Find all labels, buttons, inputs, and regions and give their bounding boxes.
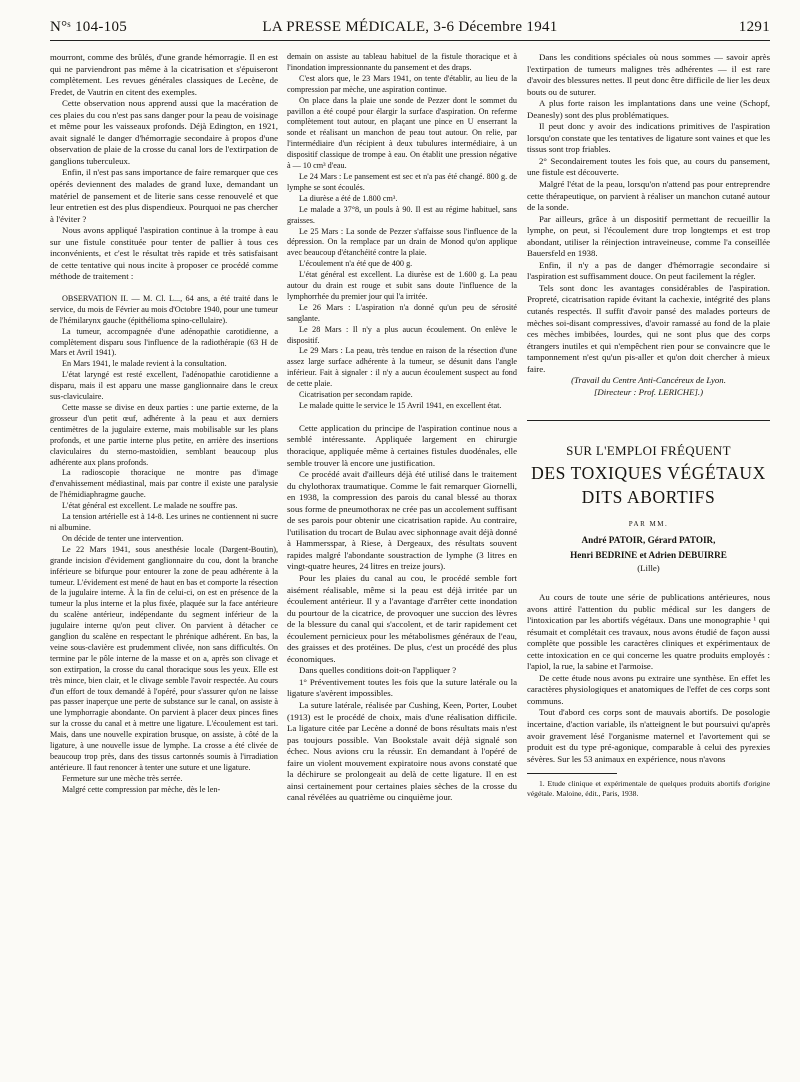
observation-paragraph: demain on assiste au tableau habituel de la fistule thoracique et à l'inondation impressionnante du pansement et des draps. <box>287 52 517 72</box>
article-paragraph: De cette étude nous avons pu extraire une synthèse. En effet les caractères physiologiques et anatomiques de l'effet de ces corps sont communs. <box>527 672 770 706</box>
page-number: 1291 <box>738 19 770 35</box>
column-middle <box>287 52 517 1074</box>
subheading: Dans quelles conditions doit-on l'appliquer ? <box>299 665 457 676</box>
observation-paragraph: Cicatrisation per secondam rapide. <box>299 390 413 400</box>
article-title-line-1: SUR L'EMPLOI FRÉQUENT <box>566 443 731 459</box>
observation-paragraph: Le 22 Mars 1941, sous anesthésie locale (Dargent-Boutin), grande incision d'évidement ganglionnaire du cou, dont la branche inférieure se bifurque pour entourer la zone de peau adhérente à la tumeur. L'évidement est mené de haut en bas et comporte la résection de la jugulaire interne. À la fin de celui-ci, on est en présence de la tumeur la plus interne et la plus fixée, plaquée sur la face antérieure du scalène antérieur, indépendante du segment inférieur de la jugulaire interne qu'on peut cliver. On parvient à détacher ce ganglion du scalène en respectant le phrénique adhérent. En bas, la veine sous-clavière est prudemment clivée, non sans difficultés. On termine par le pôle interne de la masse et on a, après son clivage et son extirpation, la crosse du canal thoracique sous les yeux. Elle est très mince, bien clair, et le clivage semble l'avoir respectée. Au cours d'un effort de toux demandé à l'opéré, pour s'assurer qu'on ne laisse pas passer inaperçue une perte de substance sur le canal, on assiste à une lymphorragie abondante. On parvient à placer deux pinces fines sur la crosse du canal et à mettre une ligature. L'écoulement est tari. Mais, dans une nouvelle expiration brusque, on assiste, à côté de la ligature, à une nouvelle issue de lymphe. La crosse a été clivée de beaucoup trop près, dans des tissus cartonnés soumis à l'irradiation antérieure. Il faut renoncer à tenter une suture et une ligature. <box>50 544 278 772</box>
observation-paragraph: Le 25 Mars : La sonde de Pezzer s'affaisse sous l'influence de la dépression. On la remplace par un drain de Monod qu'on applique avec beaucoup d'étanchéité contre la plaie. <box>287 226 517 258</box>
footnote-rule <box>527 773 617 774</box>
observation-paragraph: L'écoulement n'a été que de 400 g. <box>299 259 413 269</box>
paragraph: Nous avons appliqué l'aspiration continue à la trompe à eau sur une fistule constituée pour tenter de pallier à tous ces inconvénients, et c'est le résultat très rapide et très satisfaisant de cette tentative qui nous incite à proposer ce procédé comme méthode de traitement : <box>50 225 278 282</box>
observation-paragraph: La tension artérielle est à 14-8. Les urines ne contiennent ni sucre ni albumine. <box>50 512 278 532</box>
paragraph: A plus forte raison les implantations dans une veine (Schopf, Deanesly) sont des plus problématiques. <box>527 98 770 120</box>
article-title-line-3: DITS ABORTIFS <box>581 487 716 508</box>
observation-paragraph: Le 24 Mars : Le pansement est sec et n'a pas été changé. 800 g. de lymphe se sont écoulés. <box>287 171 517 192</box>
article-authors-line-1: André PATOIR, Gérard PATOIR, <box>581 534 716 545</box>
observation-paragraph: Le 28 Mars : Il n'y a plus aucun écoulement. On enlève le dispositif. <box>287 324 517 345</box>
observation-paragraph: On décide de tenter une intervention. <box>62 533 184 543</box>
article-location: (Lille) <box>637 562 660 573</box>
paragraph: 2° Secondairement toutes les fois que, au cours du pansement, une fistule est découverte. <box>527 155 770 178</box>
observation-paragraph: Fermeture sur une mèche très serrée. <box>62 773 183 783</box>
issue-number: N°ˢ 104-105 <box>50 19 128 35</box>
article-divider <box>527 420 770 421</box>
paragraph: Malgré l'état de la peau, lorsqu'on n'attend pas pour entreprendre cette thérapeutique, on parvient à réaliser un manchon cutané autour de la sonde. <box>527 179 770 213</box>
observation-paragraph: Le malade quitte le service le 15 Avril 1941, en excellent état. <box>299 401 502 410</box>
observation-paragraph: La diurèse a été de 1.800 cm³. <box>299 193 398 203</box>
observation-paragraph: L'état laryngé est resté excellent, l'adénopathie carotidienne a disparu, mais il est apparu une masse ganglionnaire dans le creux sus-claviculaire. <box>50 370 278 402</box>
director-credit: [Directeur : Prof. LERICHE].) <box>593 386 704 397</box>
institution-credit: (Travail du Centre Anti-Cancéreux de Lyon. <box>571 375 726 386</box>
observation-paragraph: Le 26 Mars : L'aspiration n'a donné qu'un peu de sérosité sanglante. <box>287 302 517 323</box>
observation-paragraph: La radioscopie thoracique ne montre pas d'image d'envahissement médiastinal, mais par contre il existe une paralysie de l'hémidiaphragme gauche. <box>50 468 278 500</box>
paragraph: Pour les plaies du canal au cou, le procédé semble fort aisément réalisable, même si la peau est déjà irritée par un écoulement antérieur. Il y a l'avantage d'arrêter cette inondation du pourtour de la cicatrice, de provoquer une succion des lèvres de la blessure du canal qui s'accolent, et de tarir rapidement cet écoulement pernicieux pour les métabolismes généraux de l'eau, des graisses et des protéines. De plus, c'est un procédé des plus économiques. <box>287 573 517 664</box>
article-byline-prefix: PAR MM. <box>628 520 669 529</box>
observation-paragraph: La tumeur, accompagnée d'une adénopathie carotidienne, a complètement disparu sous l'influence de la radiothérapie (63 H de Mars et Avril 1941). <box>50 326 278 358</box>
observation-paragraph: Malgré cette compression par mèche, dès le len- <box>62 784 221 794</box>
observation-paragraph: En Mars 1941, le malade revient à la consultation. <box>62 359 227 369</box>
article-header <box>527 443 770 574</box>
page-header <box>50 12 770 41</box>
paragraph: Par ailleurs, grâce à un dispositif permettant de recueillir la lymphe, on peut, si l'écoulement dure trop longtemps et est trop abondant, utiliser la réinjection intraveineuse, comme l'a conseillée Bauersfeld en 1938. <box>527 213 770 259</box>
observation-paragraph: L'état général est excellent. Le malade ne souffre pas. <box>62 501 238 511</box>
article-title-line-2: DES TOXIQUES VÉGÉTAUX <box>531 463 766 484</box>
paragraph: 1° Préventivement toutes les fois que la suture latérale ou la ligature s'avèrent impossibles. <box>287 676 517 699</box>
paragraph: mourront, comme des brûlés, d'une grande hémorragie. Il en est qui ne parviendront pas même à la cicatrisation et s'épuiseront complètement. Les revues générales classiques de Lecène, de Fredet, de Vautrin en citent des exemples. <box>50 52 278 97</box>
footnote: 1. Etude clinique et expérimentale de quelques produits abortifs d'origine végétale. Maloine, édit., Paris, 1938. <box>527 779 770 799</box>
observation-paragraph: L'état général est excellent. La diurèse est de 1.600 g. La peau autour du drain est rouge et subit sans doute l'influence de la lymphorrhée du premier jour qui l'a irritée. <box>287 270 517 301</box>
paragraph: Cette application du principe de l'aspiration continue nous a semblé intéressante. Appliquée largement en chirurgie thoracique, appliquée même à certaines fistules duodénales, elle semble trouver là encore une justification. <box>287 422 517 468</box>
article-paragraph: Tout d'abord ces corps sont de mauvais abortifs. De posologie incertaine, d'action variable, ils n'atteignent le but poursuivi qu'après avoir gravement lésé l'organisme maternel et l'avortement qui se produit est du type pré-agonique, comparable à celui des pyrexies sévères. Sur les 53 animaux en expérience, nous n'avons <box>527 707 770 764</box>
paragraph: Ce procédé avait d'ailleurs déjà été utilisé dans le traitement du chylothorax traumatique. Comme le fait remarquer Giornelli, en 1938, la compression des parois du canal blessé au thorax sous forme de pneumothorax ne crée pas un accolement suffisant de ses parois pour obtenir une cicatrisation rapide. Au contraire, l'utilisation du trocart de Bulau avec siphonnage avait déjà donné à Hammersspar, à Riese, à Dergeaux, des résultats souvent rapides malgré l'abondante soustraction de lymphe (3 litres en vingt-quatre heures, 24 litres en treize jours). <box>287 469 517 572</box>
observation-paragraph: On place dans la plaie une sonde de Pezzer dont le sommet du pavillon a été coupé pour élargir la surface d'aspiration. On referme complètement tout autour, en plaçant une pince en U enserrant la sonde et réalisant un manchon de peau tout autour. On relie, par l'intermédiaire d'un récipient à deux tubulures intermédiaire, à un dispositif classique de trompe à eau. On établit une pression négative à — 10 cm³ d'eau. <box>287 95 517 171</box>
article-paragraph: Au cours de toute une série de publications antérieures, nous avons attiré l'attention du public médical sur les dangers de l'intoxication par les abortifs végétaux. Dans une monographie ¹ qui résumait et complétait ces travaux, nous avons étudié de façon aussi complète que possible les caractères cliniques et expérimentaux de cette intoxication en ce qui concerne les quatre produits employés : l'apiol, la rue, la sabine et l'armoise. <box>527 591 770 672</box>
journal-title: LA PRESSE MÉDICALE, 3-6 Décembre 1941 <box>262 19 558 35</box>
article-authors-line-2: Henri BEDRINE et Adrien DEBUIRRE <box>570 550 727 561</box>
observation-paragraph: Le 29 Mars : La peau, très tendue en raison de la résection d'une assez large surface adhérente à la tumeur, se désunit dans l'angle inférieur. Fait à signaler : il n'y a aucun écoulement suspect au fond de cette plaie. <box>287 346 517 389</box>
observation-paragraph: C'est alors que, le 23 Mars 1941, on tente d'établir, au lieu de la compression par mèche, une aspiration continue. <box>287 73 517 94</box>
observation-paragraph: Le malade a 37°8, un pouls à 90. Il est au régime habituel, sans graisses. <box>287 204 517 225</box>
observation-paragraph: Cette masse se divise en deux parties : une partie externe, de la grosseur d'un petit œuf, adhérente à la peau et aux derniers centimètres de la jugulaire externe, mais mobilisable sur les plans profonds, et une partie interne plus petite, en arrière des insertions claviculaires du sterno-mastoïdien, semblant beaucoup plus adhérente aux plans profonds. <box>50 403 278 467</box>
paragraph: La suture latérale, réalisée par Cushing, Keen, Porter, Loubet (1913) est le procédé de choix, mais d'une réalisation difficile. La ligature citée par Lecène a donné de bons résultats mais n'est pas toujours possible. Van Bookstale avait déjà signalé son échec. Nous avions cru la réussir. En demandant à l'opéré de faire un violent mouvement expiratoire nous avons constaté que la déchirure se prolongeait au delà de cette ligature. Il en est ainsi certainement pour certaines plaies sèches de la crosse du canal révélées au quatrième ou cinquième jour. <box>287 700 517 803</box>
column-left <box>50 52 278 1074</box>
paragraph: Tels sont donc les avantages considérables de l'aspiration. Propreté, cicatrisation rapide évitant la cachexie, intégrité des plans cutanés respectés. Il suffit d'avoir pansé des malades porteurs de mèches soi-disant compressives, d'avoir ramassé au fond de la plaie ces mèches imbibées, lourdes, qui ne sont plus que des corps étrangers inutiles et qui n'empêchent rien pour se convaincre que le tamponnement n'est qu'un pis-aller et qu'on doit chercher à mieux faire. <box>527 282 770 374</box>
paragraph: Il peut donc y avoir des indications primitives de l'aspiration lorsqu'on constate que les tentatives de ligature sont vaines et que les tissus sont trop friables. <box>527 121 770 155</box>
paragraph: Enfin, il n'est pas sans importance de faire remarquer que ces opérés deviennent des malades de grand luxe, demandant un matériel de pansement et de literie sans cesse renouvelé et que leur entretien est des plus dispendieux. Pourquoi ne pas chercher à l'éviter ? <box>50 167 278 224</box>
column-right <box>527 52 770 1074</box>
paragraph: Dans les conditions spéciales où nous sommes — savoir après l'extirpation de tumeurs malignes très adhérentes — il est rare d'avoir des blessures nettes. Il peut donc être difficile de lier les deux bouts ou de suturer. <box>527 52 770 97</box>
paragraph: Cette observation nous apprend aussi que la macération de ces plaies du cou n'est pas sans danger pour la peau de voisinage et même pour les vaisseaux profonds. Déjà Edington, en 1921, avait signalé le danger d'hémorragie secondaire à propos d'une observation de plaie de la crosse du canal lors de l'extirpation de ganglions tuberculeux. <box>50 98 278 166</box>
observation-heading: OBSERVATION II. — M. Cl. L..., 64 ans, a été traité dans le service, du mois de Février au mois d'Octobre 1940, pour une tumeur de l'hémilarynx gauche (épithélioma spino-cellulaire). <box>50 293 278 325</box>
paragraph: Enfin, il n'y a pas de danger d'hémorragie secondaire si l'aspiration est suffisamment douce. On peut facilement la régler. <box>527 259 770 282</box>
